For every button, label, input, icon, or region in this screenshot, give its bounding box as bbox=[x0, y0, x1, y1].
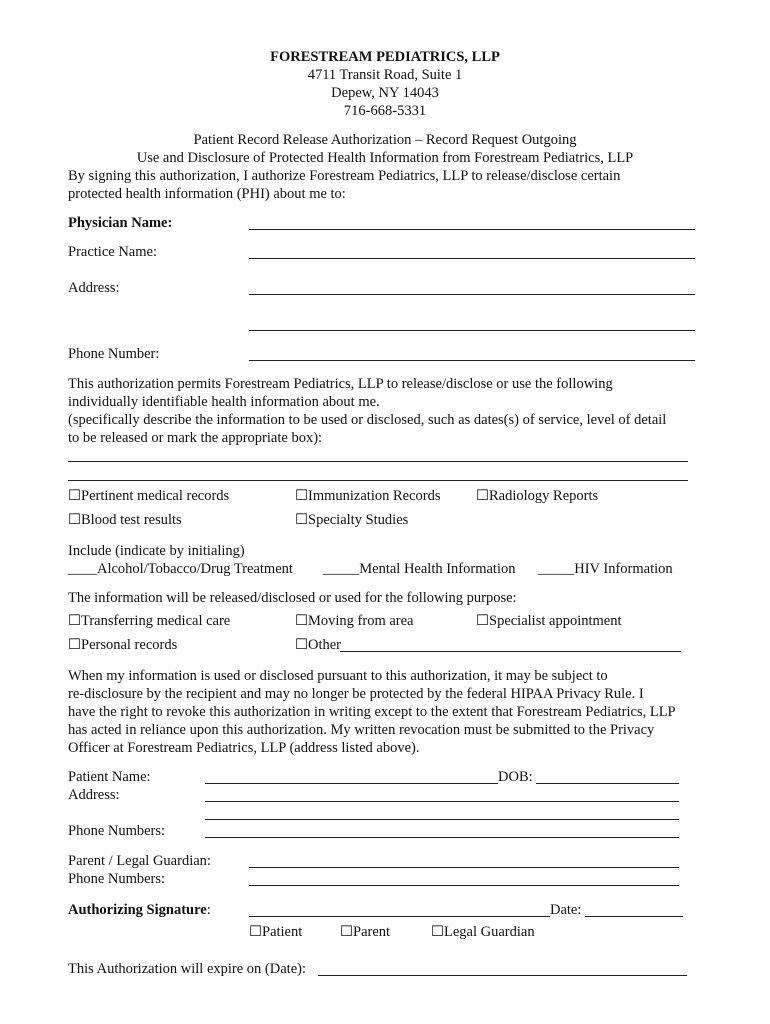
info-description-field-2[interactable] bbox=[68, 480, 688, 481]
signature-colon: : bbox=[206, 902, 211, 918]
checkbox-medical-records[interactable] bbox=[68, 487, 229, 505]
checkbox-blood-test[interactable] bbox=[68, 511, 182, 529]
patient-address-label: Address: bbox=[68, 787, 120, 803]
practice-phone: 716-668-5331 bbox=[343, 103, 427, 119]
guardian-label: Parent / Legal Guardian: bbox=[68, 853, 211, 869]
practice-name-label: Practice Name: bbox=[68, 244, 157, 260]
disclosure-line-2: re-disclosure by the recipient and may no longer be protected by the federal HIPAA Privacy Rule. I bbox=[68, 686, 644, 702]
include-mental-health[interactable]: _____Mental Health Information bbox=[323, 561, 516, 577]
guardian-field[interactable] bbox=[249, 867, 679, 868]
practice-street: 4711 Transit Road, Suite 1 bbox=[307, 67, 463, 83]
intro-line-1: By signing this authorization, I authorize Forestream Pediatrics, LLP to release/disclose certain bbox=[68, 168, 621, 184]
signature-label-row bbox=[68, 901, 211, 919]
personal-label: Personal records bbox=[81, 637, 178, 653]
checkbox-transferring[interactable] bbox=[68, 612, 230, 630]
practice-city: Depew, NY 14043 bbox=[331, 85, 439, 101]
disclosure-line-3: have the right to revoke this authorization in writing except to the extent that Forestream Pediatrics, LLP bbox=[68, 704, 676, 720]
radiology-label: Radiology Reports bbox=[489, 488, 599, 504]
include-alcohol[interactable]: ____Alcohol/Tobacco/Drug Treatment bbox=[68, 561, 293, 577]
dob-field[interactable] bbox=[536, 783, 679, 784]
disclosure-line-5: Officer at Forestream Pediatrics, LLP (address listed above). bbox=[68, 740, 420, 756]
recipient-address-label: Address: bbox=[68, 280, 120, 296]
signature-date-field[interactable] bbox=[585, 916, 683, 917]
include-hiv[interactable]: _____HIV Information bbox=[538, 561, 673, 577]
expire-label: This Authorization will expire on (Date): bbox=[68, 961, 306, 977]
guardian-phones-label: Phone Numbers: bbox=[68, 871, 166, 887]
form-title: Patient Record Release Authorization – Record Request Outgoing bbox=[193, 132, 577, 148]
immunization-label: Immunization Records bbox=[308, 488, 441, 504]
checkbox-signer-patient[interactable] bbox=[249, 923, 302, 941]
checkbox-specialist[interactable] bbox=[476, 612, 622, 630]
checkbox-signer-guardian[interactable] bbox=[431, 923, 535, 941]
permits-line-1: This authorization permits Forestream Pediatrics, LLP to release/disclose or use the following bbox=[68, 376, 613, 392]
recipient-address-field-2[interactable] bbox=[249, 330, 695, 331]
physician-name-label: Physician Name: bbox=[68, 215, 173, 231]
blood-test-label: Blood test results bbox=[81, 512, 182, 528]
other-label: Other bbox=[308, 637, 342, 653]
disclosure-line-4: has acted in reliance upon this authorization. My written revocation must be submitted to the Privacy bbox=[68, 722, 655, 738]
physician-name-field[interactable] bbox=[249, 229, 695, 230]
recipient-phone-field[interactable] bbox=[249, 360, 695, 361]
signature-field[interactable] bbox=[249, 916, 550, 917]
other-purpose-field[interactable] bbox=[340, 651, 681, 652]
checkbox-moving[interactable] bbox=[295, 612, 414, 630]
checkbox-specialty[interactable] bbox=[295, 511, 408, 529]
permits-line-4: to be released or mark the appropriate box): bbox=[68, 430, 323, 446]
signature-date-label: Date: bbox=[550, 902, 582, 918]
permits-line-3: (specifically describe the information to be used or disclosed, such as dates(s) of service, level of detail bbox=[68, 412, 667, 428]
practice-name-field[interactable] bbox=[249, 258, 695, 259]
patient-name-label: Patient Name: bbox=[68, 769, 151, 785]
info-description-field-1[interactable] bbox=[68, 461, 688, 462]
moving-label: Moving from area bbox=[308, 613, 414, 629]
permits-line-2: individually identifiable health information about me. bbox=[68, 394, 380, 410]
signature-label: Authorizing Signature bbox=[68, 902, 207, 918]
specialist-label: Specialist appointment bbox=[489, 613, 622, 629]
recipient-address-field-1[interactable] bbox=[249, 294, 695, 295]
guardian-phones-field[interactable] bbox=[249, 885, 679, 886]
expire-date-field[interactable] bbox=[318, 975, 687, 976]
checkbox-radiology[interactable] bbox=[476, 487, 598, 505]
recipient-phone-label: Phone Number: bbox=[68, 346, 160, 362]
checkbox-personal[interactable] bbox=[68, 636, 177, 654]
practice-name: FORESTREAM PEDIATRICS, LLP bbox=[270, 49, 500, 65]
specialty-label: Specialty Studies bbox=[308, 512, 409, 528]
medical-records-label: Pertinent medical records bbox=[81, 488, 230, 504]
signer-guardian-label: Legal Guardian bbox=[444, 924, 535, 940]
patient-phones-field[interactable] bbox=[205, 837, 679, 838]
include-label: Include (indicate by initialing) bbox=[68, 543, 245, 559]
checkbox-signer-parent[interactable] bbox=[340, 923, 390, 941]
patient-address-field-2[interactable] bbox=[205, 819, 679, 820]
signer-patient-label: Patient bbox=[262, 924, 303, 940]
patient-name-field[interactable] bbox=[205, 783, 498, 784]
patient-phones-label: Phone Numbers: bbox=[68, 823, 166, 839]
dob-label: DOB: bbox=[498, 769, 533, 785]
checkbox-other[interactable] bbox=[295, 636, 341, 654]
disclosure-line-1: When my information is used or disclosed pursuant to this authorization, it may be subject to bbox=[68, 668, 608, 684]
form-subtitle: Use and Disclosure of Protected Health Information from Forestream Pediatrics, LLP bbox=[136, 150, 634, 166]
patient-address-field-1[interactable] bbox=[205, 801, 679, 802]
purpose-label: The information will be released/disclosed or used for the following purpose: bbox=[68, 590, 517, 606]
intro-line-2: protected health information (PHI) about me to: bbox=[68, 186, 346, 202]
checkbox-immunization[interactable] bbox=[295, 487, 440, 505]
transferring-label: Transferring medical care bbox=[81, 613, 231, 629]
signer-parent-label: Parent bbox=[353, 924, 391, 940]
